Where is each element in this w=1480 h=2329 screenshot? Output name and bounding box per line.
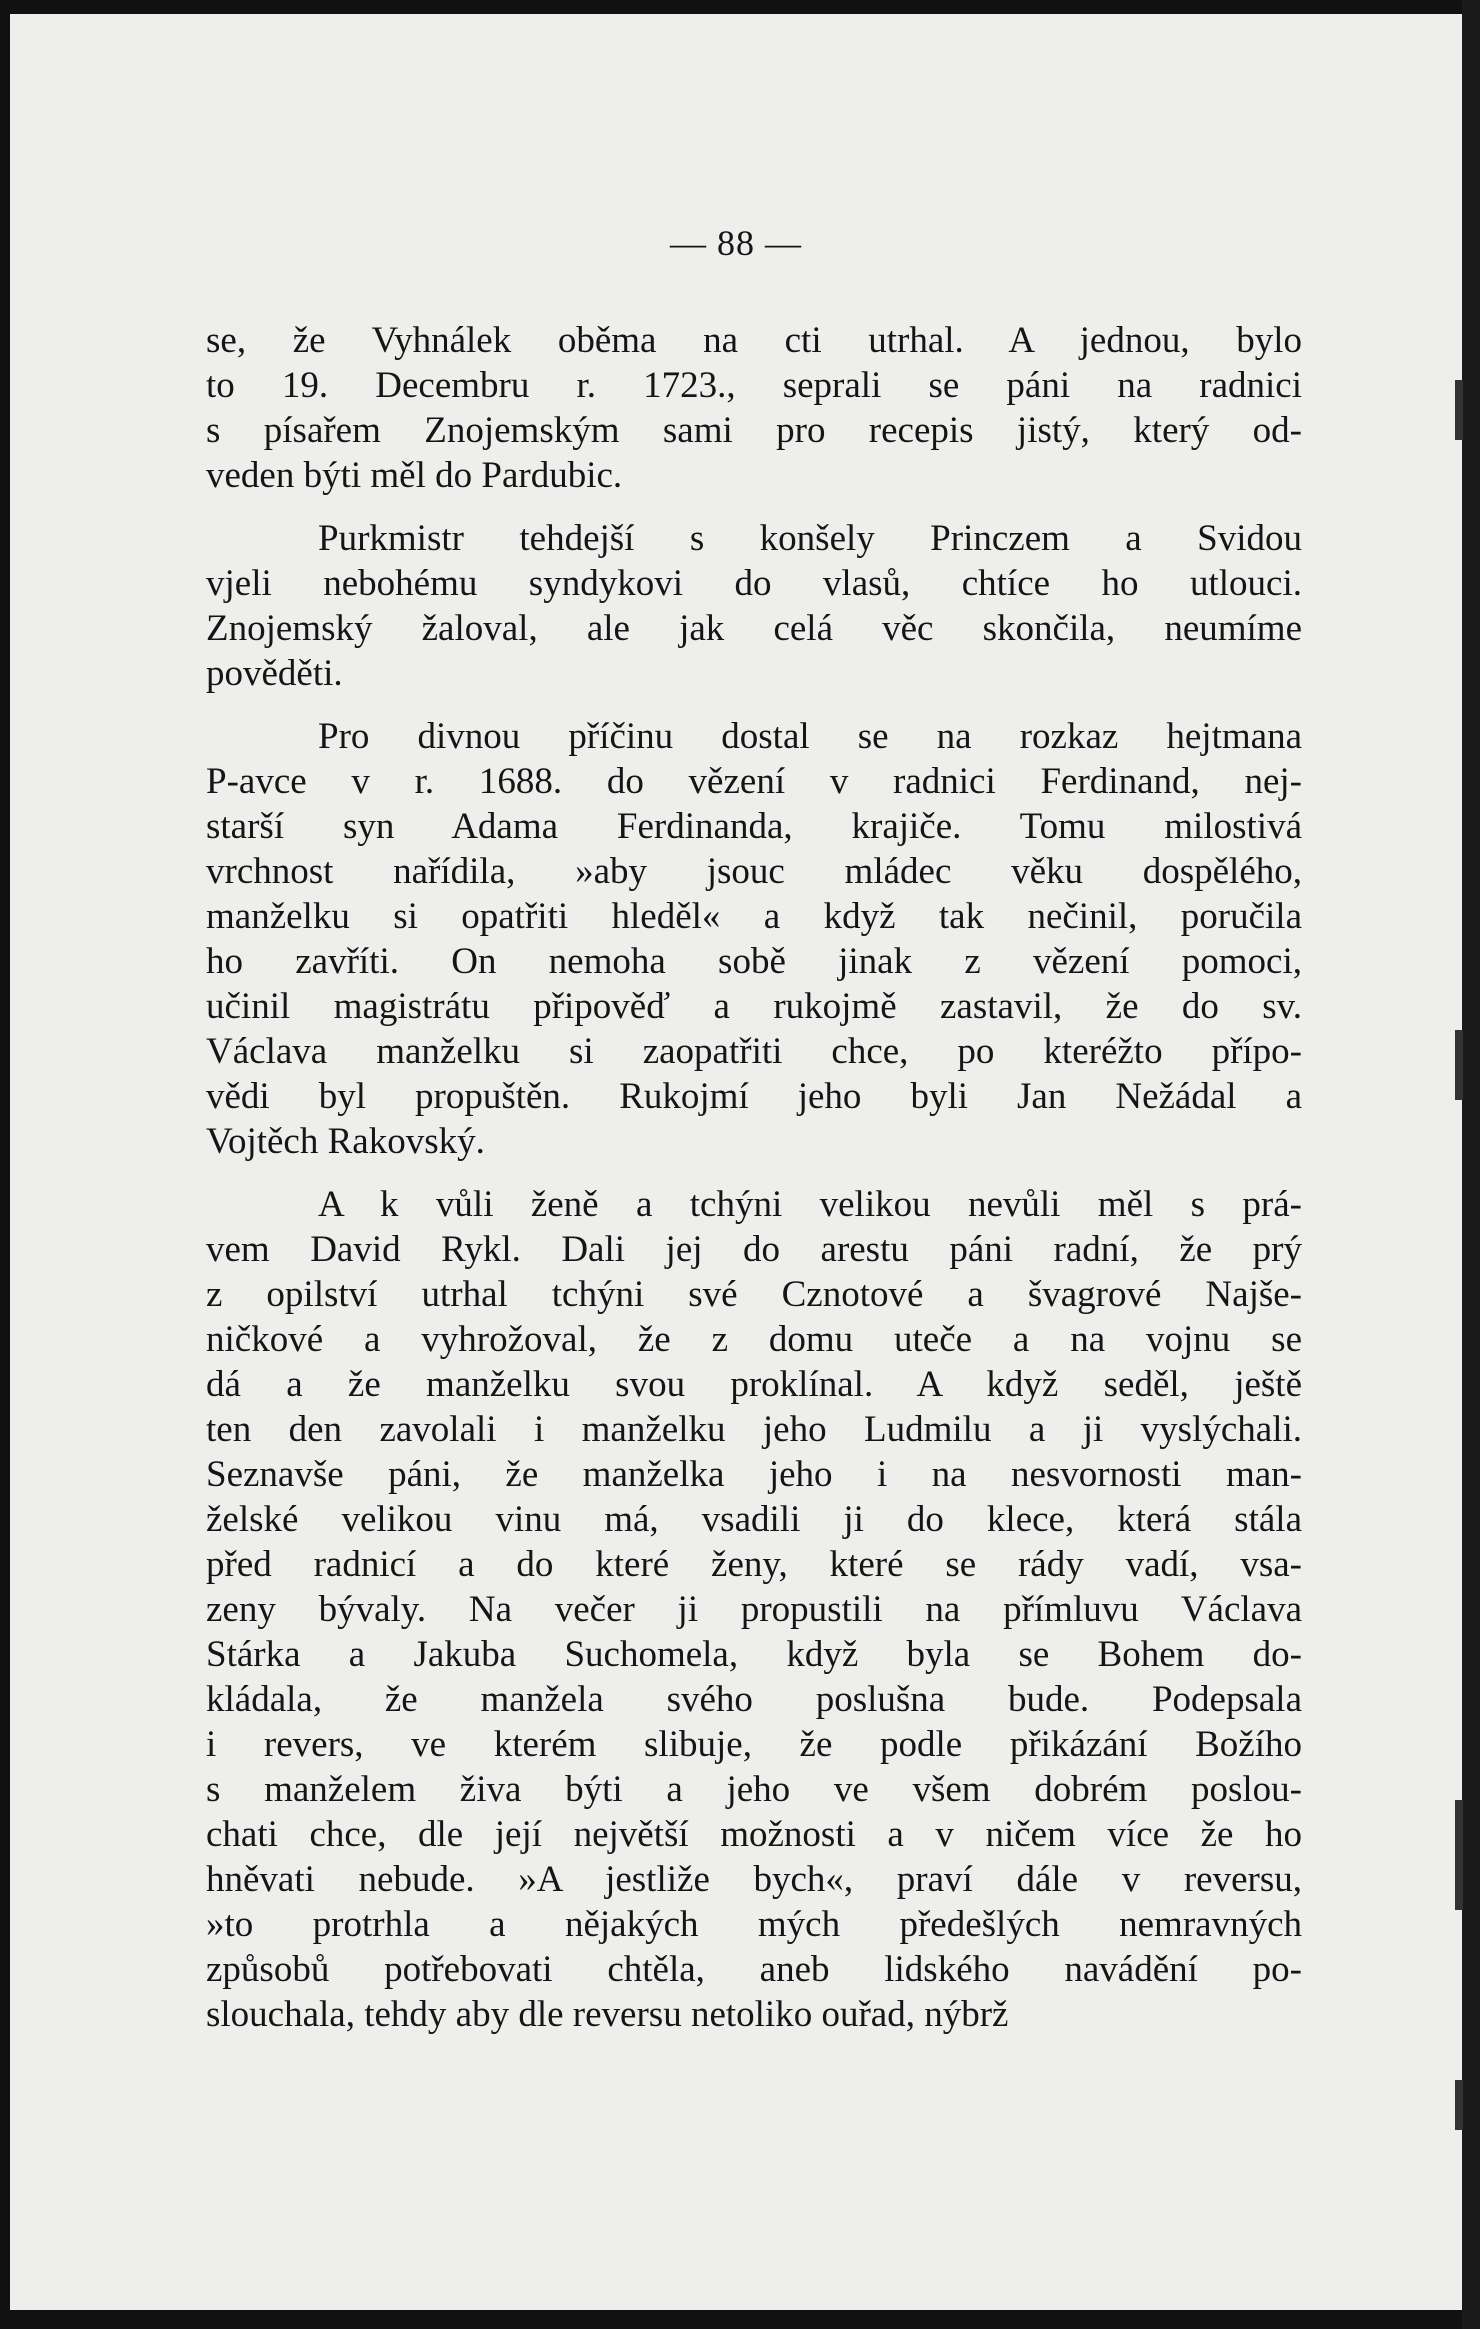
- book-page: [10, 14, 1462, 2310]
- text-line: vědi byl propuštěn. Rukojmí jeho byli Jan Nežádal a: [206, 1076, 1302, 1117]
- scan-edge-strip: [1462, 0, 1480, 2329]
- text-line: P-avce v r. 1688. do vězení v radnici Ferdinand, nej-: [206, 761, 1302, 802]
- text-line: Seznavše páni, že manželka jeho i na nesvornosti man-: [206, 1454, 1302, 1495]
- edge-mark: [1455, 2080, 1463, 2130]
- text-line: způsobů potřebovati chtěla, aneb lidského navádění po-: [206, 1949, 1302, 1990]
- text-line: před radnicí a do které ženy, které se rády vadí, vsa-: [206, 1544, 1302, 1585]
- text-line: ničkové a vyhrožoval, že z domu uteče a na vojnu se: [206, 1319, 1302, 1360]
- text-line: kládala, že manžela svého poslušna bude. Podepsala: [206, 1679, 1302, 1720]
- text-line: to 19. Decembru r. 1723., seprali se páni na radnici: [206, 365, 1302, 406]
- paragraph: [206, 318, 1302, 498]
- text-line: vem David Rykl. Dali jej do arestu páni radní, že prý: [206, 1229, 1302, 1270]
- text-line: pověděti.: [206, 653, 343, 694]
- text-line: ten den zavolali i manželku jeho Ludmilu a ji vyslýchali.: [206, 1409, 1302, 1450]
- text-line: manželku si opatřiti hleděl« a když tak nečinil, poručila: [206, 896, 1302, 937]
- paragraph: [206, 516, 1302, 696]
- text-line: »to protrhla a nějakých mých předešlých nemravných: [206, 1904, 1302, 1945]
- text-line: s písařem Znojemským sami pro recepis jistý, který od-: [206, 410, 1302, 451]
- text-line: veden býti měl do Pardubic.: [206, 455, 623, 496]
- text-line: Znojemský žaloval, ale jak celá věc skončila, neumíme: [206, 608, 1302, 649]
- text-line: z opilství utrhal tchýni své Cznotové a švagrové Najše-: [206, 1274, 1302, 1315]
- edge-mark: [1455, 380, 1463, 440]
- text-line: slouchala, tehdy aby dle reversu netoliko ouřad, nýbrž: [206, 1994, 1009, 2035]
- text-line: Stárka a Jakuba Suchomela, když byla se Bohem do-: [206, 1634, 1302, 1675]
- text-line: ho zavříti. On nemoha sobě jinak z vězení pomoci,: [206, 941, 1302, 982]
- edge-mark: [1455, 1800, 1463, 1910]
- text-line: dá a že manželku svou proklínal. A když seděl, ještě: [206, 1364, 1302, 1405]
- text-line: starší syn Adama Ferdinanda, krajiče. Tomu milostivá: [206, 806, 1302, 847]
- page-number: — 88 —: [670, 223, 802, 263]
- text-line: želské velikou vinu má, vsadili ji do klece, která stála: [206, 1499, 1302, 1540]
- paragraph: [206, 714, 1302, 1164]
- paragraph: [206, 1182, 1302, 2037]
- text-line: se, že Vyhnálek oběma na cti utrhal. A jednou, bylo: [206, 320, 1302, 361]
- text-line: A k vůli ženě a tchýni velikou nevůli měl s prá-: [318, 1184, 1302, 1225]
- text-line: učinil magistrátu připověď a rukojmě zastavil, že do sv.: [206, 986, 1302, 1027]
- text-line: s manželem živa býti a jeho ve všem dobrém poslou-: [206, 1769, 1302, 1810]
- body-text: [206, 318, 1302, 2055]
- text-line: zeny bývaly. Na večer ji propustili na přímluvu Václava: [206, 1589, 1302, 1630]
- text-line: Vojtěch Rakovský.: [206, 1121, 485, 1162]
- text-line: i revers, ve kterém slibuje, že podle přikázání Božího: [206, 1724, 1302, 1765]
- text-line: vjeli nebohému syndykovi do vlasů, chtíce ho utlouci.: [206, 563, 1302, 604]
- text-line: hněvati nebude. »A jestliže bych«, praví dále v reversu,: [206, 1859, 1302, 1900]
- edge-mark: [1455, 1030, 1463, 1100]
- text-line: Purkmistr tehdejší s konšely Princzem a Svidou: [318, 518, 1302, 559]
- text-line: vrchnost nařídila, »aby jsouc mládec věku dospělého,: [206, 851, 1302, 892]
- text-line: Pro divnou příčinu dostal se na rozkaz hejtmana: [318, 716, 1302, 757]
- text-line: Václava manželku si zaopatřiti chce, po kteréžto přípo-: [206, 1031, 1302, 1072]
- text-line: chati chce, dle její největší možnosti a v ničem více že ho: [206, 1814, 1302, 1855]
